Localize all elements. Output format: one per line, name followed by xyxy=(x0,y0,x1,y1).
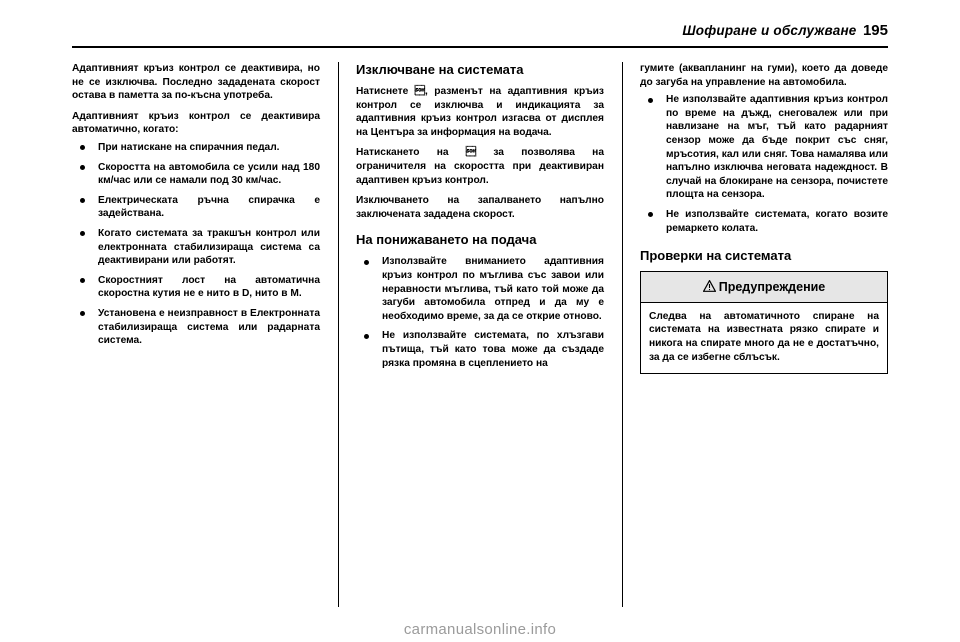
warning-box xyxy=(640,271,888,374)
header-divider xyxy=(72,46,888,48)
bullet-list xyxy=(640,93,888,235)
list-item: Не използвайте системата, по хлъзгави пътища, тъй като това може да създаде рязка промяна в сцеплението на xyxy=(356,329,604,370)
list-item: Установена е неизправност в Електронната стабилизираща система или радарната система. xyxy=(72,307,320,348)
list-item: Скоростта на автомобила се усили над 180 км/час или се намали под 30 км/час. xyxy=(72,161,320,188)
bullet-list xyxy=(72,141,320,348)
page-columns xyxy=(72,62,888,607)
section-heading: Изключване на системата xyxy=(356,62,524,77)
paragraph: Изключването на запалването напълно заключената зададена скорост. xyxy=(356,195,604,220)
list-item: Използвайте вниманието адаптивния кръиз контрол по мъглива със завои или неравности мъглива, тъй като той може да загуби автомобила отпред и да му е необходимо време, за да се открие отново. xyxy=(356,255,604,323)
paragraph: Натискането на  за позволява на ограничителя на скоростта при деактивиран адаптивен кръиз контрол. xyxy=(356,147,604,186)
page-header xyxy=(72,22,888,48)
list-item: Не използвайте системата, когато возите ремаркето колата. xyxy=(640,208,888,235)
spacer xyxy=(72,103,320,110)
bullet-list xyxy=(356,255,604,370)
warning-triangle-icon xyxy=(703,280,716,296)
warning-header xyxy=(641,272,887,303)
spacer xyxy=(356,187,604,194)
paragraph: Натиснете , разменът на адаптивния кръиз контрол се изключва и индикацията за адаптивния кръиз контрол изгасва от дисплея на Центъра за информация на водача. xyxy=(356,86,604,138)
spacer xyxy=(356,139,604,146)
spacer xyxy=(356,221,604,232)
warning-body: Следва на автоматичното спиране на системата на известната рязко спирате и никога на спирате много да не е достатъчно, за да се избегне сблъсък. xyxy=(649,310,879,363)
column-1 xyxy=(72,62,320,607)
paragraph: гумите (аквапланинг на гуми), което да доведе до загуба на управление на автомобила. xyxy=(640,63,888,88)
column-2 xyxy=(356,62,604,607)
page-number: 195 xyxy=(862,22,888,39)
column-divider-1 xyxy=(338,62,339,607)
column-divider-2 xyxy=(622,62,623,607)
column-3 xyxy=(640,62,888,607)
section-heading: Проверки на системата xyxy=(640,248,792,264)
list-item: Когато системата за тракшън контрол или електронната стабилизираща система са деактивирани или работят. xyxy=(72,227,320,268)
list-item: Електрическата ръчна спирачка е задействана. xyxy=(72,194,320,221)
list-item: Скоростният лост на автоматична скоростна кутия не е нито в D, нито в M. xyxy=(72,274,320,301)
spacer xyxy=(640,241,888,248)
watermark: carmanualsonline.info xyxy=(403,621,557,638)
paragraph: Адаптивният кръиз контрол се деактивира, но не се изключва. Последно зададената скорост остава в паметта за по-късна употреба. xyxy=(72,63,320,102)
list-item: При натискане на спирачния педал. xyxy=(72,141,320,155)
section-subheading: На понижаването на подача xyxy=(356,232,537,248)
warning-title: Предупреждение xyxy=(718,280,826,295)
list-item: Не използвайте адаптивния кръиз контрол по време на дъжд, снеговалеж или при навлизане на мъг, тъй като радарният сензор може да бъде покрит със сняг, мръсотия, кал или сняг. Това намалява или напълно изключва неговата надеждност. В случай на блокиране на сензора, почистете площта на сензора. xyxy=(640,93,888,202)
page-title: Шофиране и обслужване xyxy=(682,23,857,38)
paragraph: Адаптивният кръиз контрол се деактивира автоматично, когато: xyxy=(72,110,320,136)
